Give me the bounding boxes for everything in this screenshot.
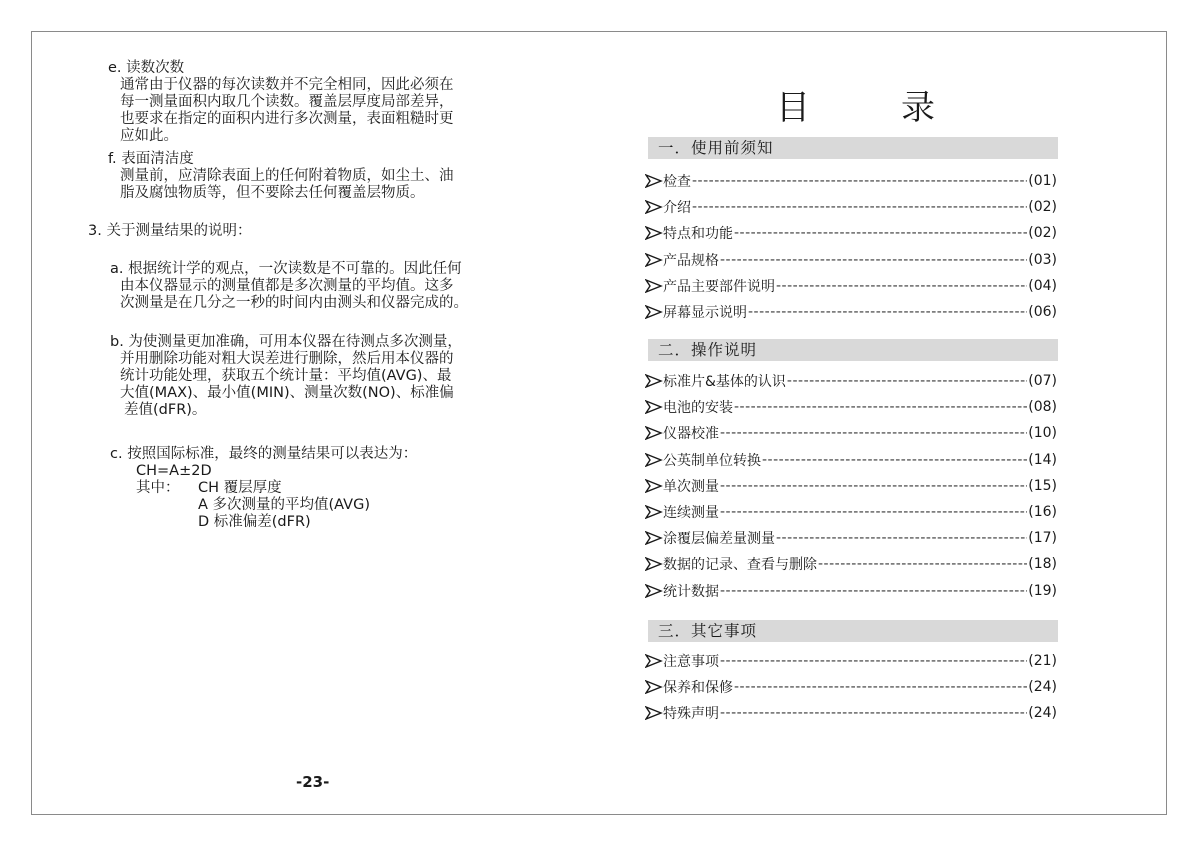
toc-dot-leader bbox=[720, 252, 1027, 268]
item-a-heading: a. 根据统计学的观点，一次读数是不可靠的。因此任何 bbox=[110, 261, 462, 277]
toc-entry[interactable] bbox=[645, 424, 1057, 442]
toc-entry-label: 标准片&基体的认识 bbox=[663, 374, 786, 390]
item-e-heading: e. 读数次数 bbox=[108, 60, 185, 76]
arrowhead-bullet-icon bbox=[645, 453, 663, 467]
arrowhead-bullet-icon bbox=[645, 279, 663, 293]
arrowhead-bullet-icon bbox=[645, 253, 663, 267]
formula-term: A 多次测量的平均值(AVG) bbox=[198, 497, 370, 513]
toc-entry-label: 产品规格 bbox=[663, 252, 719, 269]
item-f-heading: f. 表面清洁度 bbox=[108, 151, 194, 167]
toc-dot-leader bbox=[734, 679, 1027, 695]
toc-entry-page: (17) bbox=[1028, 530, 1057, 547]
toc-entry[interactable] bbox=[645, 277, 1057, 295]
body-line: 脂及腐蚀物质等，但不要除去任何覆盖层物质。 bbox=[120, 185, 425, 201]
body-line: 次测量是在几分之一秒的时间内由测头和仪器完成的。 bbox=[120, 295, 468, 311]
toc-title-char: 录 bbox=[901, 88, 935, 128]
toc-section-heading bbox=[648, 339, 1058, 361]
formula-where-label: 其中： bbox=[136, 480, 180, 496]
toc-entry[interactable] bbox=[645, 451, 1057, 469]
toc-dot-leader bbox=[787, 373, 1027, 389]
toc-entry[interactable] bbox=[645, 555, 1057, 573]
toc-entry[interactable] bbox=[645, 582, 1057, 600]
toc-entry[interactable] bbox=[645, 172, 1057, 190]
body-line: 统计功能处理，获取五个统计量：平均值(AVG)、最 bbox=[120, 368, 452, 384]
toc-dot-leader bbox=[720, 705, 1027, 721]
toc-dot-leader bbox=[692, 173, 1027, 189]
arrowhead-bullet-icon bbox=[645, 706, 663, 720]
toc-dot-leader bbox=[776, 530, 1027, 546]
body-line: 并用删除功能对粗大误差进行删除，然后用本仪器的 bbox=[120, 351, 454, 367]
arrowhead-bullet-icon bbox=[645, 680, 663, 694]
toc-dot-leader bbox=[692, 199, 1027, 215]
toc-entry-page: (06) bbox=[1028, 304, 1057, 320]
toc-entry-label: 屏幕显示说明 bbox=[663, 305, 747, 321]
toc-dot-leader bbox=[734, 399, 1027, 415]
arrowhead-bullet-icon bbox=[645, 226, 663, 240]
arrowhead-bullet-icon bbox=[645, 426, 663, 440]
toc-entry-label: 产品主要部件说明 bbox=[663, 278, 775, 295]
toc-entry[interactable] bbox=[645, 303, 1057, 321]
arrowhead-bullet-icon bbox=[645, 557, 663, 571]
toc-entry[interactable] bbox=[645, 652, 1057, 670]
section-3-heading: 3. 关于测量结果的说明： bbox=[88, 223, 252, 239]
body-line: 由本仪器显示的测量值都是多次测量的平均值。这多 bbox=[120, 278, 454, 294]
toc-title bbox=[776, 80, 936, 128]
toc-entry-page: (24) bbox=[1028, 705, 1057, 722]
toc-dot-leader bbox=[818, 556, 1027, 572]
toc-entry-page: (16) bbox=[1028, 504, 1057, 520]
toc-entry-label: 特点和功能 bbox=[663, 226, 733, 243]
body-line: 大值(MAX)、最小值(MIN)、测量次数(NO)、标准偏 bbox=[120, 385, 454, 401]
toc-dot-leader bbox=[720, 583, 1027, 599]
arrowhead-bullet-icon bbox=[645, 654, 663, 668]
formula-term: D 标准偏差(dFR) bbox=[198, 514, 311, 530]
toc-section-heading-text: 二．操作说明 bbox=[658, 341, 758, 359]
toc-entry-label: 单次测量 bbox=[663, 478, 719, 495]
page-number: -23- bbox=[296, 773, 330, 791]
toc-dot-leader bbox=[762, 452, 1027, 468]
body-line: 测量前，应清除表面上的任何附着物质，如尘土、油 bbox=[120, 168, 454, 184]
toc-entry[interactable] bbox=[645, 678, 1057, 696]
toc-entry[interactable] bbox=[645, 198, 1057, 216]
toc-entry-page: (10) bbox=[1028, 425, 1057, 442]
toc-entry-label: 统计数据 bbox=[663, 583, 719, 600]
body-line: 差值(dFR)。 bbox=[124, 402, 207, 418]
body-line: 通常由于仪器的每次读数并不完全相同，因此必须在 bbox=[120, 77, 454, 93]
toc-dot-leader bbox=[720, 653, 1027, 669]
arrowhead-bullet-icon bbox=[645, 305, 663, 319]
toc-dot-leader bbox=[776, 278, 1027, 294]
toc-entry-label: 检查 bbox=[663, 174, 691, 190]
toc-entry-label: 涂覆层偏差量测量 bbox=[663, 531, 775, 548]
body-line: 每一测量面积内取几个读数。覆盖层厚度局部差异， bbox=[120, 94, 454, 110]
toc-entry[interactable] bbox=[645, 251, 1057, 269]
toc-entry-page: (02) bbox=[1028, 225, 1057, 242]
arrowhead-bullet-icon bbox=[645, 479, 663, 493]
toc-entry-label: 介绍 bbox=[663, 200, 691, 217]
toc-entry-page: (02) bbox=[1028, 199, 1057, 216]
arrowhead-bullet-icon bbox=[645, 200, 663, 214]
toc-entry-label: 电池的安装 bbox=[663, 400, 733, 417]
toc-entry[interactable] bbox=[645, 529, 1057, 547]
arrowhead-bullet-icon bbox=[645, 374, 663, 388]
toc-section-heading bbox=[648, 620, 1058, 642]
arrowhead-bullet-icon bbox=[645, 505, 663, 519]
body-line: 也要求在指定的面积内进行多次测量，表面粗糙时更 bbox=[120, 111, 454, 127]
toc-entry-label: 注意事项 bbox=[663, 654, 719, 670]
formula-term: CH 覆层厚度 bbox=[198, 480, 282, 496]
body-line: 应如此。 bbox=[120, 128, 178, 144]
toc-entry-page: (21) bbox=[1028, 653, 1057, 669]
arrowhead-bullet-icon bbox=[645, 584, 663, 598]
toc-dot-leader bbox=[748, 304, 1027, 320]
toc-dot-leader bbox=[720, 425, 1027, 441]
arrowhead-bullet-icon bbox=[645, 400, 663, 414]
toc-entry-page: (08) bbox=[1028, 399, 1057, 416]
toc-entry-page: (14) bbox=[1028, 451, 1057, 468]
toc-entry-page: (15) bbox=[1028, 477, 1057, 494]
toc-entry-page: (04) bbox=[1028, 277, 1057, 294]
toc-entry[interactable] bbox=[645, 372, 1057, 390]
toc-entry[interactable] bbox=[645, 477, 1057, 495]
toc-entry-label: 数据的记录、查看与删除 bbox=[663, 557, 817, 574]
toc-entry[interactable] bbox=[645, 503, 1057, 521]
arrowhead-bullet-icon bbox=[645, 531, 663, 545]
toc-entry-page: (07) bbox=[1028, 373, 1057, 389]
toc-entry-page: (01) bbox=[1028, 173, 1057, 189]
toc-entry-page: (03) bbox=[1028, 251, 1057, 268]
toc-entry-page: (18) bbox=[1028, 556, 1057, 573]
toc-entry-label: 仪器校准 bbox=[663, 426, 719, 443]
toc-entry-label: 连续测量 bbox=[663, 505, 719, 521]
toc-entry-label: 公英制单位转换 bbox=[663, 452, 761, 469]
arrowhead-bullet-icon bbox=[645, 174, 663, 188]
item-b-heading: b. 为使测量更加准确，可用本仪器在待测点多次测量， bbox=[110, 334, 462, 350]
toc-section-heading-text: 三．其它事项 bbox=[658, 622, 758, 640]
toc-entry-label: 特殊声明 bbox=[663, 706, 719, 723]
item-c-heading: c. 按照国际标准，最终的测量结果可以表达为： bbox=[110, 446, 418, 462]
toc-dot-leader bbox=[720, 504, 1027, 520]
toc-title-char: 目 bbox=[776, 88, 810, 128]
toc-entry-label: 保养和保修 bbox=[663, 680, 733, 697]
toc-dot-leader bbox=[720, 478, 1027, 494]
toc-entry[interactable] bbox=[645, 704, 1057, 722]
toc-entry[interactable] bbox=[645, 224, 1057, 242]
toc-entry[interactable] bbox=[645, 398, 1057, 416]
toc-section-heading bbox=[648, 137, 1058, 159]
toc-entry-page: (24) bbox=[1028, 679, 1057, 696]
toc-entry-page: (19) bbox=[1028, 582, 1057, 599]
formula: CH=A±2D bbox=[136, 463, 212, 479]
toc-dot-leader bbox=[734, 225, 1027, 241]
toc-section-heading-text: 一．使用前须知 bbox=[658, 139, 774, 157]
